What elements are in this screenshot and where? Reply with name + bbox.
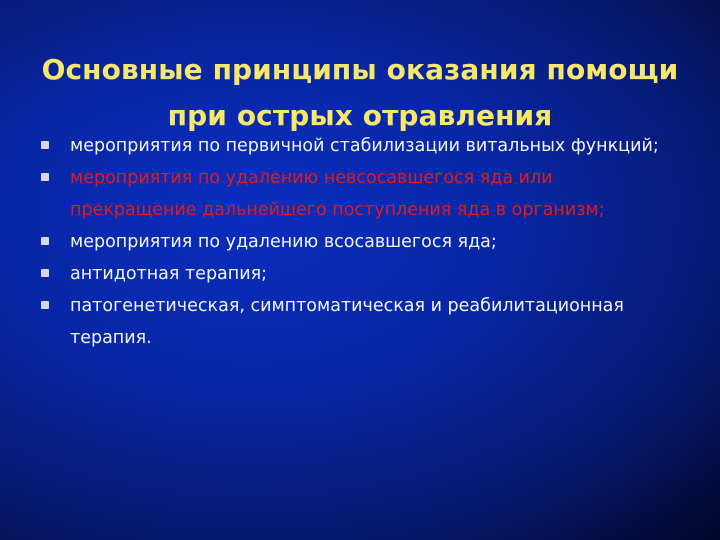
bullet-item-nonabsorbed-poison (38, 162, 678, 226)
bullet-marker (38, 290, 70, 322)
slide-title-line-2: при острых отравления (167, 98, 553, 132)
bullet-item-vital-stabilization (38, 130, 678, 162)
bullet-marker (38, 162, 70, 194)
bullet-text-nonabsorbed-poison: мероприятия по удалению невсосавшегося яда или прекращение дальнейшего поступления яда в организм; (70, 168, 605, 220)
square-icon (41, 301, 49, 309)
slide-title-line-1: Основные принципы оказания помощи (41, 52, 679, 86)
bullet-text-rehabilitation-therapy: патогенетическая, симптоматическая и реабилитационная терапия. (70, 296, 624, 348)
square-icon (41, 237, 49, 245)
bullet-item-absorbed-poison (38, 226, 678, 258)
bullet-marker (38, 226, 70, 258)
bullet-item-rehabilitation-therapy (38, 290, 678, 354)
bullet-marker (38, 258, 70, 290)
bullet-item-antidote-therapy (38, 258, 678, 290)
bullet-text-absorbed-poison: мероприятия по удалению всосавшегося яда; (70, 232, 497, 252)
bullet-list (38, 130, 678, 354)
bullet-text-vital-stabilization: мероприятия по первичной стабилизации витальных функций; (70, 136, 659, 156)
slide-title (34, 47, 686, 139)
square-icon (41, 269, 49, 277)
bullet-marker (38, 130, 70, 162)
bullet-text-antidote-therapy: антидотная терапия; (70, 264, 268, 284)
square-icon (41, 141, 49, 149)
square-icon (41, 173, 49, 181)
